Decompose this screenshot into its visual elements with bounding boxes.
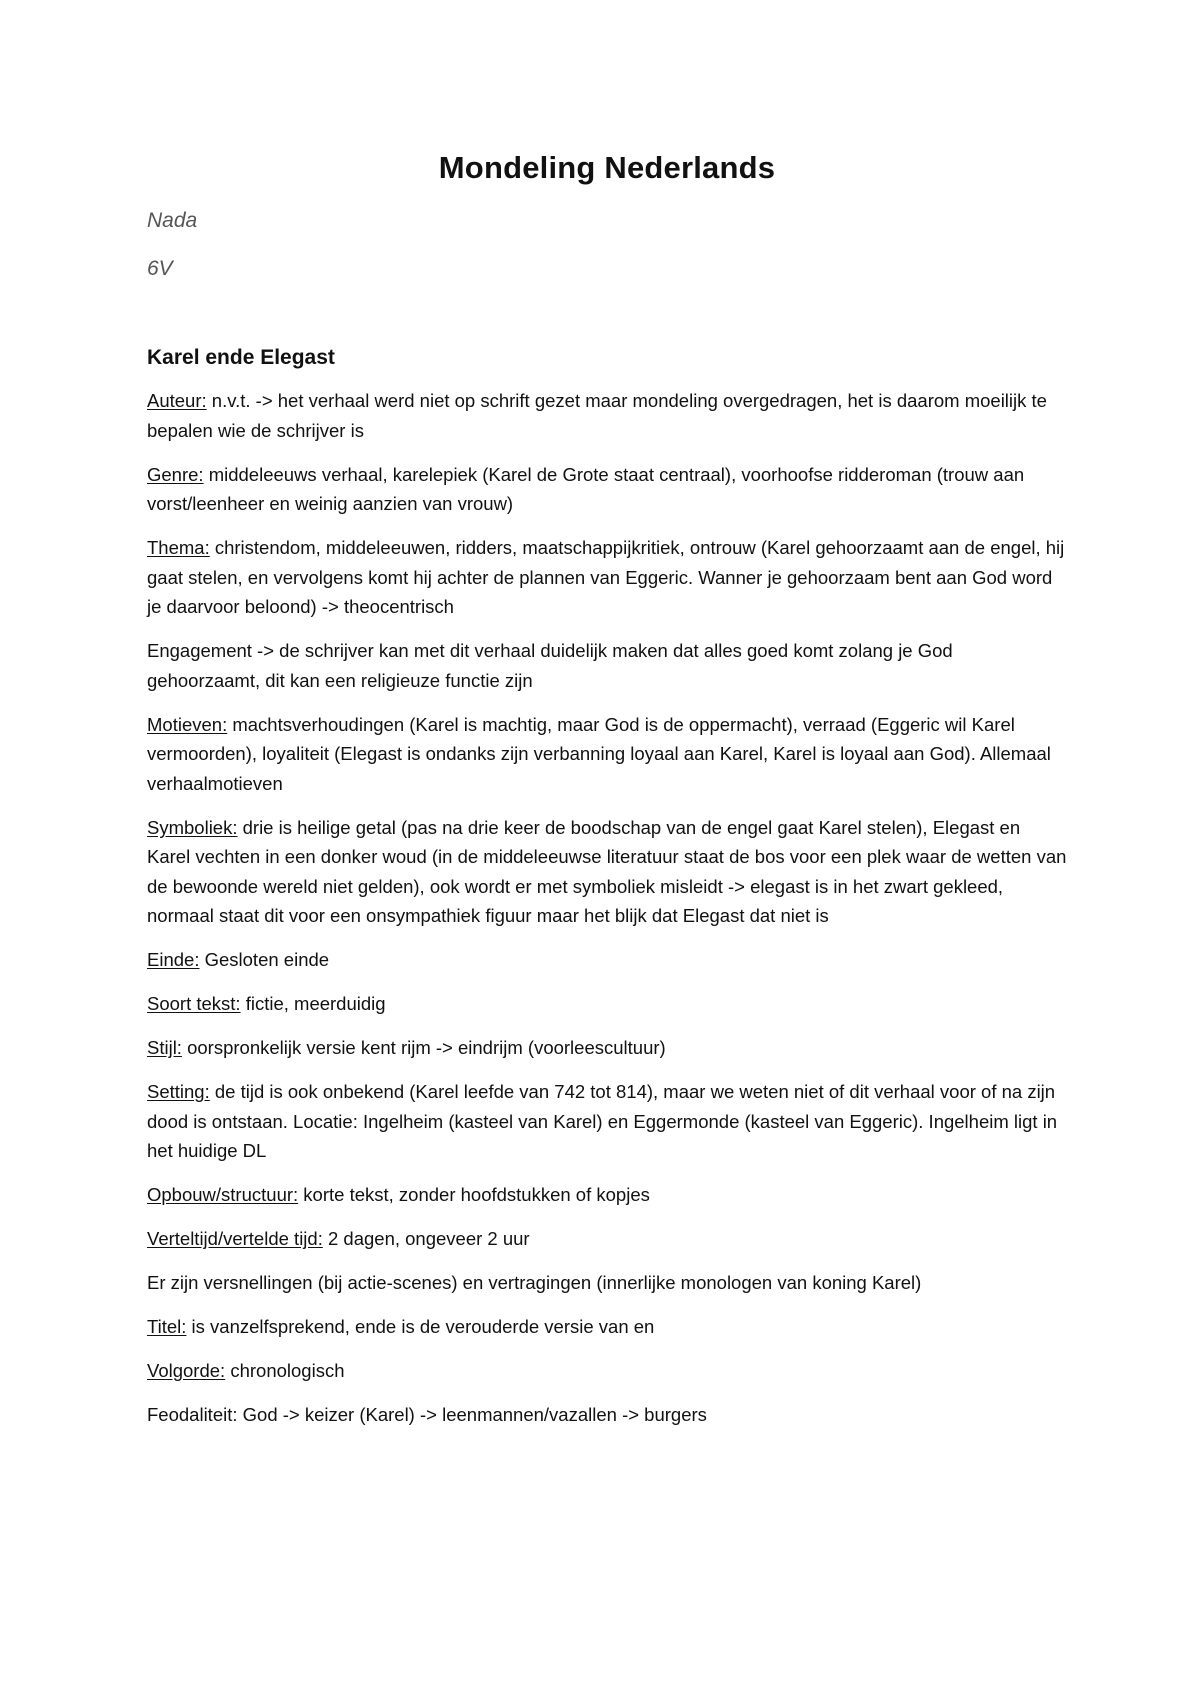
class-name: 6V [147,257,173,280]
paragraph-symboliek [147,813,1067,931]
paragraph-feodaliteit [147,1400,1067,1430]
paragraph-label: Opbouw/structuur: [147,1184,299,1205]
paragraph-text: is vanzelfsprekend, ende is de verouderde versie van en [186,1316,655,1337]
author-name: Nada [147,209,198,232]
paragraph-text: christendom, middeleeuwen, ridders, maatschappijkritiek, ontrouw (Karel gehoorzaamt aan de engel, hij gaat stelen, en vervolgens komt hij achter de plannen van Eggeric. Wanner je gehoorzaam bent aan God word je daarvoor beloond) -> theocentrisch [147,537,1065,617]
paragraph-label: Thema: [147,537,210,558]
paragraph-verteltijd [147,1224,1067,1254]
paragraph-setting [147,1077,1067,1166]
paragraph-einde [147,945,1067,975]
paragraph-text: middeleeuws verhaal, karelepiek (Karel de Grote staat centraal), voorhoofse ridderoman (trouw aan vorst/leenheer en weinig aanzien van vrouw) [147,463,1025,514]
paragraph-text: n.v.t. -> het verhaal werd niet op schrift gezet maar mondeling overgedragen, het is daarom moeilijk te bepalen wie de schrijver is [147,390,1047,441]
paragraph-opbouw [147,1180,1067,1210]
paragraph-label: Verteltijd/vertelde tijd: [147,1228,323,1249]
paragraph-label: Soort tekst: [147,993,241,1014]
paragraph-stijl [147,1033,1067,1063]
paragraph-label: Volgorde: [147,1360,226,1381]
paragraph-soort-tekst [147,989,1067,1019]
paragraph-text: Feodaliteit: God -> keizer (Karel) -> leenmannen/vazallen -> burgers [147,1404,707,1425]
paragraph-text: korte tekst, zonder hoofdstukken of kopjes [298,1184,650,1205]
paragraph-genre [147,460,1067,519]
paragraph-label: Titel: [147,1316,187,1337]
paragraph-label: Einde: [147,949,200,970]
paragraph-label: Auteur: [147,390,207,411]
paragraph-auteur [147,386,1067,445]
paragraph-text: Gesloten einde [199,949,330,970]
paragraph-thema [147,533,1067,622]
paragraph-volgorde [147,1356,1067,1386]
paragraph-text: chronologisch [225,1360,345,1381]
paragraph-text: fictie, meerduidig [240,993,386,1014]
paragraph-label: Setting: [147,1081,210,1102]
paragraph-label: Symboliek: [147,816,238,838]
paragraph-engagement [147,636,1067,695]
document-title: Mondeling Nederlands [438,150,776,185]
paragraph-text: 2 dagen, ongeveer 2 uur [322,1228,530,1249]
paragraph-text: Er zijn versnellingen (bij actie-scenes) en vertragingen (innerlijke monologen van koning Karel) [147,1272,922,1293]
paragraph-text: de tijd is ook onbekend (Karel leefde van 742 tot 814), maar we weten niet of dit verhaal voor of na zijn dood is ontstaan. Locatie: Ingelheim (kasteel van Karel) en Eggermonde (kasteel van Eggeric). Ingelheim ligt in het huidige DL [147,1081,1058,1161]
paragraph-versnellingen [147,1268,1067,1298]
document-content [147,150,1067,1444]
paragraph-titel [147,1312,1067,1342]
paragraph-label: Genre: [147,463,204,485]
section-heading: Karel ende Elegast [147,346,335,369]
paragraph-text: drie is heilige getal (pas na drie keer de boodschap van de engel gaat Karel stelen), Elegast en Karel vechten in een donker woud (in de middeleeuwse literatuur staat de bos voor een plek waar de wetten van de bewoonde wereld niet gelden), ook wordt er met symboliek misleidt -> elegast is in het zwart gekleed, normaal staat dit voor een onsympathiek figuur maar het blijk dat Elegast dat niet is [147,816,1067,926]
paragraph-label: Stijl: [147,1037,182,1058]
paragraph-text: Engagement -> de schrijver kan met dit verhaal duidelijk maken dat alles goed komt zolang je God gehoorzaamt, dit kan een religieuze functie zijn [147,640,953,691]
paragraph-label: Motieven: [147,713,228,735]
paragraph-text: machtsverhoudingen (Karel is machtig, maar God is de oppermacht), verraad (Eggeric wil Karel vermoorden), loyaliteit (Elegast is ondanks zijn verbanning loyaal aan Karel, Karel is loyaal aan God). Allemaal verhaalmotieven [147,713,1051,794]
paragraph-text: oorspronkelijk versie kent rijm -> eindrijm (voorleescultuur) [181,1037,666,1058]
paragraph-motieven [147,710,1067,799]
